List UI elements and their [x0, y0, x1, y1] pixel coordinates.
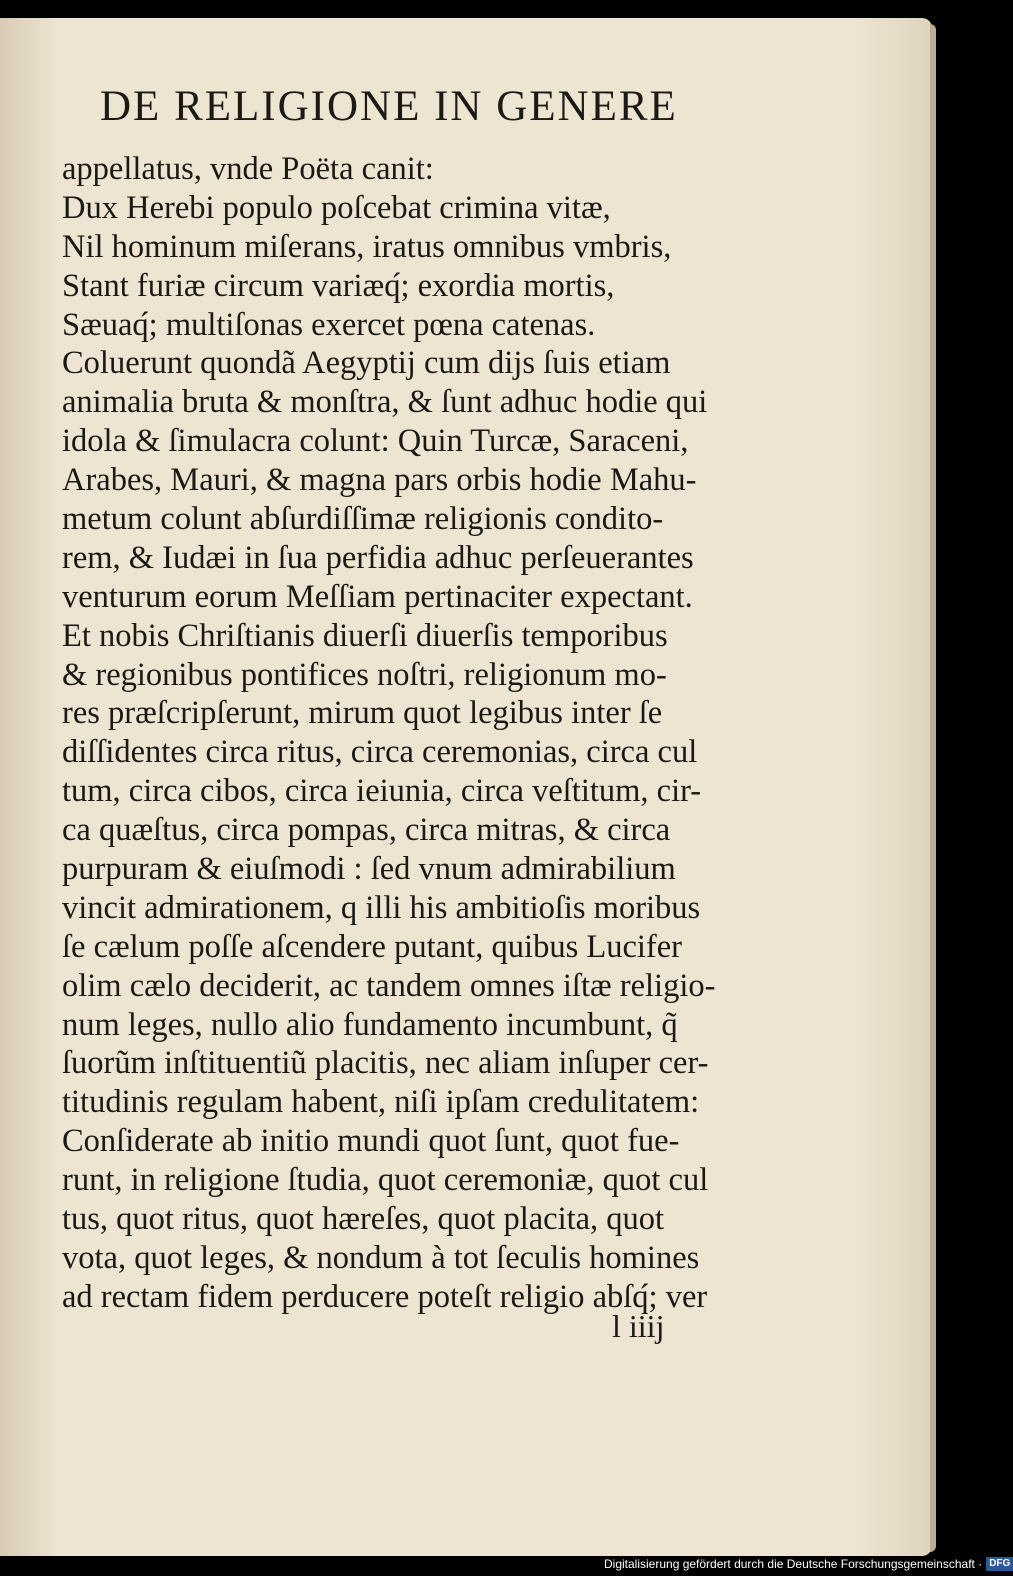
text-line: titudinis regulam habent, niſi ipſam credulitatem:	[62, 1084, 700, 1121]
text-line: ad rectam fidem perducere poteſt religio abſq́; ver	[62, 1278, 708, 1315]
text-line: purpuram & eiuſmodi : ſed vnum admirabilium	[62, 851, 676, 888]
text-line: Conſiderate ab initio mundi quot ſunt, quot fue-	[62, 1123, 680, 1160]
text-line: Coluerunt quondã Aegyptij cum dijs ſuis etiam	[62, 345, 671, 382]
text-line: olim cælo deciderit, ac tandem omnes iſtæ religio-	[62, 967, 716, 1004]
text-line: Arabes, Mauri, & magna pars orbis hodie Mahu-	[62, 462, 697, 499]
text-line: runt, in religione ſtudia, quot ceremoniæ, quot cul	[62, 1162, 709, 1199]
text-line: vota, quot leges, & nondum à tot ſeculis homines	[62, 1239, 700, 1276]
text-line: venturum eorum Meſſiam pertinaciter expectant.	[62, 578, 693, 615]
text-line: num leges, nullo alio fundamento incumbunt, q̃	[62, 1006, 678, 1043]
text-line: Sæuaq́; multiſonas exercet pœna catenas.	[62, 306, 596, 343]
dfg-logo: DFG	[986, 1557, 1013, 1571]
digitization-footer	[604, 1555, 1011, 1573]
text-line: ca quæſtus, circa pompas, circa mitras, & circa	[62, 812, 671, 849]
text-line: diſſidentes circa ritus, circa ceremonias, circa cul	[62, 734, 698, 771]
text-line: Nil hominum miſerans, iratus omnibus vmbris,	[62, 228, 672, 265]
text-line: rem, & Iudæi in ſua perfidia adhuc perſeuerantes	[62, 539, 694, 576]
text-line: & regionibus pontifices noſtri, religionum mo-	[62, 656, 667, 693]
text-line: res præſcripſerunt, mirum quot legibus inter ſe	[62, 695, 663, 732]
body-text	[62, 150, 792, 1317]
text-line: metum colunt abſurdiſſimæ religionis condito-	[62, 501, 664, 538]
signature-mark: l iiij	[612, 1308, 665, 1344]
text-line: Dux Herebi populo poſcebat crimina vitæ,	[62, 189, 611, 226]
text-line: ſuorũm inſtituentiũ placitis, nec aliam inſuper cer-	[62, 1045, 709, 1082]
text-line: vincit admirationem, q illi his ambitioſis moribus	[62, 889, 701, 926]
text-line: tus, quot ritus, quot hæreſes, quot placita, quot	[62, 1201, 665, 1238]
footer-text: Digitalisierung gefördert durch die Deutsche Forschungsgemeinschaft ·	[604, 1557, 983, 1571]
text-line: tum, circa cibos, circa ieiunia, circa veſtitum, cir-	[62, 773, 702, 810]
running-head: DE RELIGIONE IN GENERE	[100, 83, 678, 130]
text-line: Stant furiæ circum variæq́; exordia mortis,	[62, 267, 615, 304]
text-line: appellatus, vnde Poëta canit:	[62, 151, 434, 187]
text-line: animalia bruta & monſtra, & ſunt adhuc hodie qui	[62, 384, 708, 421]
text-line: idola & ſimulacra colunt: Quin Turcæ, Saraceni,	[62, 423, 689, 460]
text-line: Et nobis Chriſtianis diuerſi diuerſis temporibus	[62, 617, 668, 654]
page-edge	[930, 24, 936, 1552]
text-line: ſe cælum poſſe aſcendere putant, quibus Lucifer	[62, 928, 682, 965]
